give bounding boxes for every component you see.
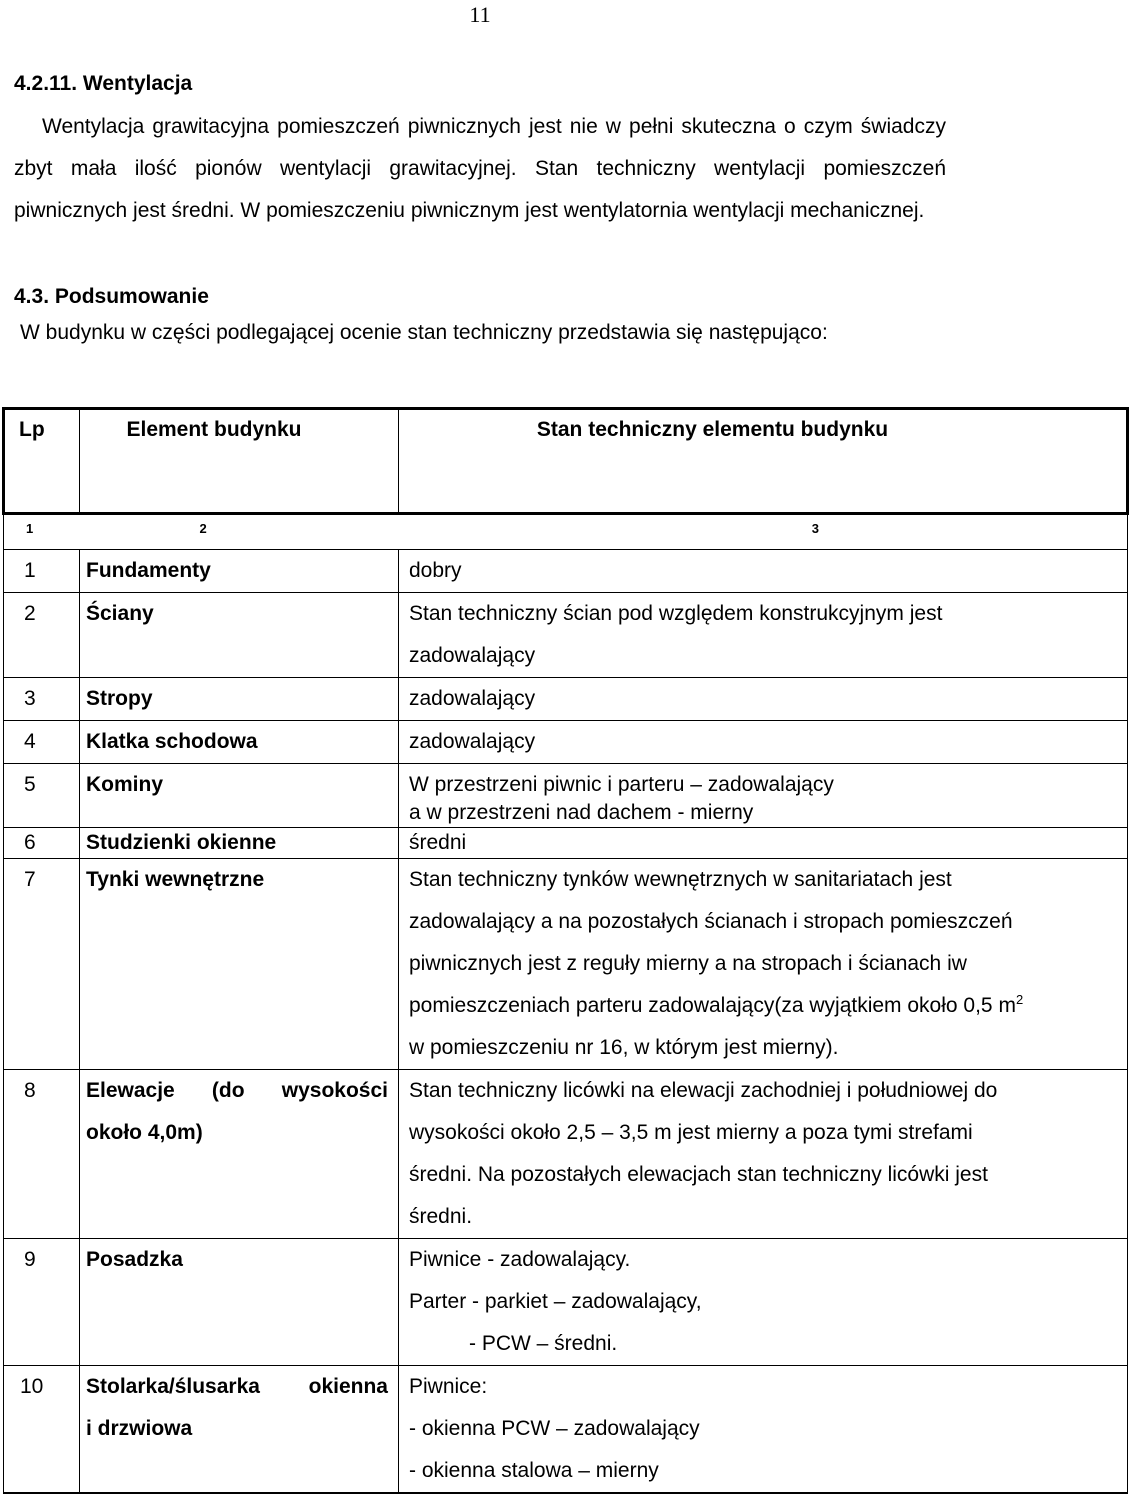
row-state-line: W przestrzeni piwnic i parteru – zadowalający bbox=[409, 773, 834, 796]
row-state-line: - okienna PCW – zadowalający bbox=[409, 1417, 700, 1440]
row-state-line: Parter - parkiet – zadowalający, bbox=[409, 1290, 702, 1313]
row-element: Stolarka/ślusarka okienna bbox=[86, 1375, 388, 1398]
table-row bbox=[4, 678, 1128, 721]
page-number: 11 bbox=[469, 2, 491, 27]
table-row bbox=[4, 1070, 1128, 1239]
column-number-row bbox=[4, 514, 1128, 550]
row-state-line: dobry bbox=[409, 559, 462, 582]
row-state-line: zadowalający bbox=[409, 644, 536, 667]
row-state-line: Stan techniczny ścian pod względem konstrukcyjnym jest bbox=[409, 602, 943, 625]
row-state-line: Stan techniczny tynków wewnętrznych w sanitariatach jest bbox=[409, 868, 952, 891]
table-row bbox=[4, 550, 1128, 593]
row-lp: 7 bbox=[4, 859, 80, 1070]
row-lp: 5 bbox=[4, 764, 80, 828]
row-element: Kominy bbox=[80, 764, 399, 828]
summary-intro: W budynku w części podlegającej ocenie stan techniczny przedstawia się następująco: bbox=[20, 321, 828, 344]
row-element: Klatka schodowa bbox=[80, 721, 399, 764]
row-element: Stropy bbox=[80, 678, 399, 721]
row-element: Posadzka bbox=[80, 1239, 399, 1366]
row-state-line: zadowalający bbox=[409, 687, 536, 710]
table-row bbox=[4, 764, 1128, 828]
row-state-line: Piwnice - zadowalający. bbox=[409, 1248, 631, 1271]
row-element: Tynki wewnętrzne bbox=[80, 859, 399, 1070]
table-header-row bbox=[4, 409, 1128, 514]
row-element: Fundamenty bbox=[80, 550, 399, 593]
column-number: 3 bbox=[399, 514, 1128, 550]
row-lp: 8 bbox=[4, 1070, 80, 1239]
row-lp: 2 bbox=[4, 593, 80, 678]
row-state-line: średni. bbox=[409, 1205, 473, 1228]
row-lp: 9 bbox=[4, 1239, 80, 1366]
row-state-line: średni bbox=[409, 831, 467, 854]
table-row bbox=[4, 593, 1128, 678]
column-number: 2 bbox=[80, 514, 399, 550]
table-row bbox=[4, 859, 1128, 1070]
row-state-line: - PCW – średni. bbox=[469, 1332, 618, 1355]
row-state-line: Stan techniczny licówki na elewacji zachodniej i południowej do bbox=[409, 1079, 998, 1102]
row-state-line: piwnicznych jest z reguły mierny a na stropach i ścianach iw bbox=[409, 952, 967, 975]
row-lp: 10 bbox=[4, 1366, 80, 1494]
condition-table bbox=[2, 407, 1129, 1494]
superscript: 2 bbox=[1015, 992, 1024, 1007]
header-state: Stan techniczny elementu budynku bbox=[399, 409, 1128, 514]
header-element: Element budynku bbox=[80, 409, 399, 514]
row-state-line: zadowalający bbox=[409, 730, 536, 753]
table-row bbox=[4, 828, 1128, 859]
section-heading-summary: 4.3. Podsumowanie bbox=[14, 285, 209, 308]
section-heading-ventilation: 4.2.11. Wentylacja bbox=[14, 72, 193, 95]
column-number: 1 bbox=[4, 514, 80, 550]
row-element: Elewacje (do wysokości bbox=[86, 1079, 388, 1102]
row-state-line: pomieszczeniach parteru zadowalający(za wyjątkiem około 0,5 m bbox=[409, 994, 1016, 1017]
table-row bbox=[4, 1366, 1128, 1494]
row-state-line: zadowalający a na pozostałych ścianach i stropach pomieszczeń bbox=[409, 910, 1013, 933]
ventilation-paragraph: Wentylacja grawitacyjna pomieszczeń piwnicznych jest nie w pełni skuteczna o czym świadczy zbyt mała ilość pionów wentylacji grawitacyjnej. Stan techniczny wentylacji pomieszczeń piwnicznych jest średni. W pomieszczeniu piwnicznym jest wentylatornia wentylacji mechanicznej. bbox=[14, 115, 946, 222]
table-row bbox=[4, 721, 1128, 764]
row-element: Studzienki okienne bbox=[80, 828, 399, 859]
row-lp: 1 bbox=[4, 550, 80, 593]
row-state-line: a w przestrzeni nad dachem - mierny bbox=[409, 801, 754, 824]
row-element: Ściany bbox=[80, 593, 399, 678]
row-state-line: - okienna stalowa – mierny bbox=[409, 1459, 659, 1482]
header-lp: Lp bbox=[4, 409, 80, 514]
row-element: około 4,0m) bbox=[86, 1121, 203, 1144]
row-state-line: w pomieszczeniu nr 16, w którym jest mierny). bbox=[409, 1036, 839, 1059]
row-element: i drzwiowa bbox=[86, 1417, 193, 1440]
row-lp: 6 bbox=[4, 828, 80, 859]
row-state-line: wysokości około 2,5 – 3,5 m jest mierny a poza tymi strefami bbox=[409, 1121, 973, 1144]
row-state-line: Piwnice: bbox=[409, 1375, 488, 1398]
row-lp: 3 bbox=[4, 678, 80, 721]
row-lp: 4 bbox=[4, 721, 80, 764]
table-row bbox=[4, 1239, 1128, 1366]
row-state-line: średni. Na pozostałych elewacjach stan techniczny licówki jest bbox=[409, 1163, 988, 1186]
